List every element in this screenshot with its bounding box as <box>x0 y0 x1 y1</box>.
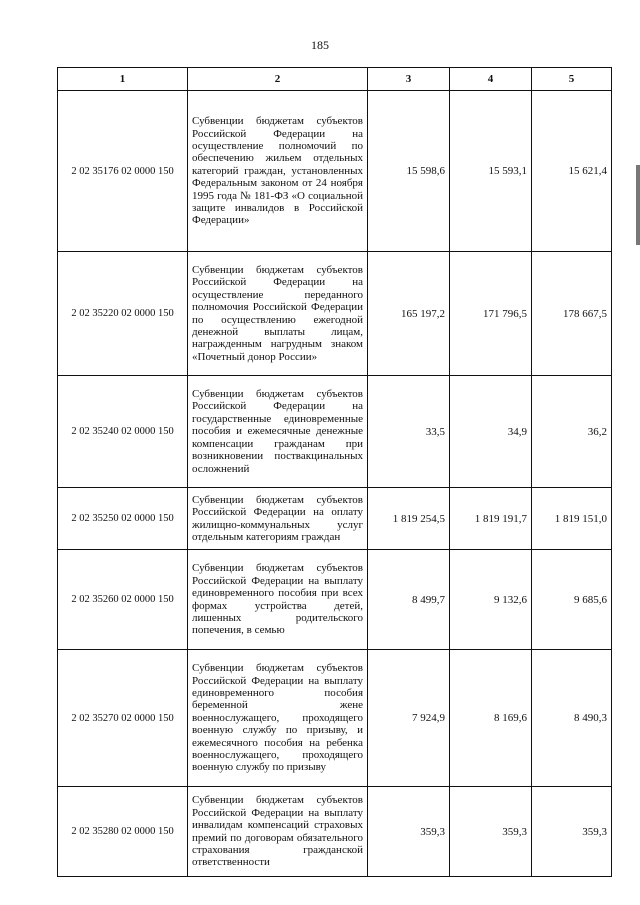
amount-col-4: 1 819 191,7 <box>450 488 532 550</box>
amount-col-5: 178 667,5 <box>532 252 612 376</box>
header-col-2: 2 <box>188 68 368 91</box>
header-col-1: 1 <box>58 68 188 91</box>
description: Субвенции бюджетам субъектов Российской Федерации на выплату единовременного пособия при всех формах устройства детей, лишенных родительского попечения, в семью <box>188 550 368 650</box>
budget-code: 2 02 35240 02 0000 150 <box>58 376 188 488</box>
amount-col-3: 8 499,7 <box>368 550 450 650</box>
table-row <box>58 91 612 252</box>
amount-col-3: 7 924,9 <box>368 650 450 787</box>
amount-col-5: 36,2 <box>532 376 612 488</box>
amount-col-4: 9 132,6 <box>450 550 532 650</box>
description: Субвенции бюджетам субъектов Российской Федерации на оплату жилищно-коммунальных услуг отдельным категориям граждан <box>188 488 368 550</box>
budget-code: 2 02 35270 02 0000 150 <box>58 650 188 787</box>
table-row <box>58 787 612 877</box>
description: Субвенции бюджетам субъектов Российской Федерации на выплату инвалидам компенсаций страховых премий по договорам обязательного страхования гражданской ответственности <box>188 787 368 877</box>
amount-col-5: 1 819 151,0 <box>532 488 612 550</box>
amount-col-4: 34,9 <box>450 376 532 488</box>
amount-col-5: 9 685,6 <box>532 550 612 650</box>
description: Субвенции бюджетам субъектов Российской Федерации на выплату единовременного пособия беременной жене военнослужащего, проходящего военную службу по призыву, и ежемесячного пособия на ребенка военнослужащего, проходящего военную службу по призыву <box>188 650 368 787</box>
amount-col-5: 8 490,3 <box>532 650 612 787</box>
amount-col-3: 15 598,6 <box>368 91 450 252</box>
amount-col-3: 1 819 254,5 <box>368 488 450 550</box>
amount-col-4: 171 796,5 <box>450 252 532 376</box>
amount-col-5: 359,3 <box>532 787 612 877</box>
budget-code: 2 02 35250 02 0000 150 <box>58 488 188 550</box>
description: Субвенции бюджетам субъектов Российской Федерации на государственные единовременные пособия и ежемесячные денежные компенсации гражданам при возникновении поствакцинальных осложнений <box>188 376 368 488</box>
description: Субвенции бюджетам субъектов Российской Федерации на осуществление переданного полномочия Российской Федерации по осуществлению ежегодной денежной выплаты лицам, награжденным нагрудным знаком «Почетный донор России» <box>188 252 368 376</box>
table-row <box>58 650 612 787</box>
amount-col-4: 8 169,6 <box>450 650 532 787</box>
budget-code: 2 02 35176 02 0000 150 <box>58 91 188 252</box>
table-row <box>58 376 612 488</box>
budget-code: 2 02 35280 02 0000 150 <box>58 787 188 877</box>
header-row <box>58 68 612 91</box>
amount-col-5: 15 621,4 <box>532 91 612 252</box>
amount-col-4: 359,3 <box>450 787 532 877</box>
description: Субвенции бюджетам субъектов Российской Федерации на осуществление полномочий по обеспечению жильем отдельных категорий граждан, установленных Федеральным законом от 24 ноября 1995 года № 181-ФЗ «О социальной защите инвалидов в Российской Федерации» <box>188 91 368 252</box>
header-col-3: 3 <box>368 68 450 91</box>
amount-col-3: 359,3 <box>368 787 450 877</box>
table-row <box>58 252 612 376</box>
amount-col-3: 33,5 <box>368 376 450 488</box>
header-col-4: 4 <box>450 68 532 91</box>
budget-code: 2 02 35260 02 0000 150 <box>58 550 188 650</box>
scan-edge-line <box>636 165 640 245</box>
amount-col-3: 165 197,2 <box>368 252 450 376</box>
page-number: 185 <box>311 38 329 52</box>
amount-col-4: 15 593,1 <box>450 91 532 252</box>
header-col-5: 5 <box>532 68 612 91</box>
table-row <box>58 488 612 550</box>
table-row <box>58 550 612 650</box>
budget-code: 2 02 35220 02 0000 150 <box>58 252 188 376</box>
budget-table <box>57 67 612 877</box>
